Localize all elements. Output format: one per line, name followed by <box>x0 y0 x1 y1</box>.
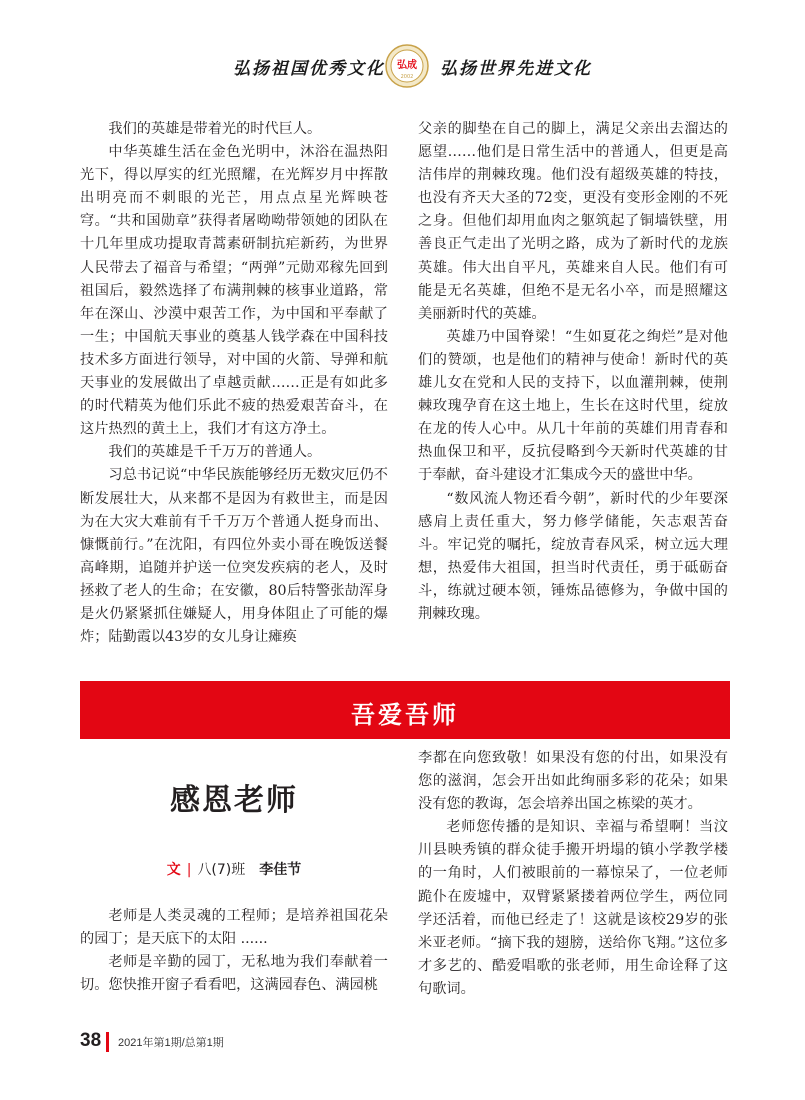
paragraph: 老师您传播的是知识、幸福与希望啊！当汶川县映秀镇的群众徒手搬开坍塌的镇小学教学楼的一角时，人们被眼前的一幕惊呆了，一位老师跪仆在废墟中，双臂紧紧搂着两位学生，两位同学还活着，而他已经走了！这就是该校29岁的张米亚老师。“摘下我的翅膀，送给你飞翔。”这位多才多艺的、酷爱唱歌的张老师，用生命诠释了这句歌词。 <box>418 819 728 997</box>
logo-year: 2002 <box>400 74 414 80</box>
page-number: 38 <box>80 1030 102 1051</box>
byline-separator: | <box>186 862 192 878</box>
byline-wen: 文 <box>166 862 181 878</box>
paragraph: “数风流人物还看今朝”，新时代的少年要深感肩上责任重大，努力修学储能，矢志艰苦奋斗。牢记党的嘱托，绽放青春风采，树立远大理想，热爱伟大祖国，担当时代责任，勇于砥砺奋斗，练就过硬本领，锤炼品德修为，争做中国的荆棘玫瑰。 <box>418 490 728 622</box>
byline <box>80 859 388 879</box>
school-logo-icon <box>385 44 429 88</box>
byline-class: 八(7)班 <box>197 862 246 878</box>
paragraph: 我们的英雄是带着光的时代巨人。 <box>108 121 322 137</box>
logo-text: 弘成 <box>397 60 417 71</box>
article-title: 感恩老师 <box>170 783 298 818</box>
page-header <box>0 44 805 88</box>
paragraph: 习总书记说“中华民族能够经历无数灾厄仍不断发展壮大，从来都不是因为有救世主，而是因为在大灾大难前有千千万万个普通人挺身而出、慷慨前行。”在沈阳，有四位外卖小哥在晚饭送餐高峰期，追随并护送一位突发疾病的老人，及时拯救了老人的生命；在安徽，80后特警张劼浑身是火仍紧紧抓住嫌疑人，用身体阻止了可能的爆炸；陆勤霞以43岁的女儿身让瘫痪 <box>80 467 388 646</box>
paragraph: 父亲的脚垫在自己的脚上，满足父亲出去溜达的愿望……他们是日常生活中的普通人，但更是高洁伟岸的荆棘玫瑰。他们没有超级英雄的特技，也没有齐天大圣的72变，更没有变形金刚的不死之身。但他们却用血肉之躯筑起了铜墙铁壁，用善良正气走出了光明之路，成为了新时代的龙族英雄。伟大出自平凡，英雄来自人民。他们有可能是无名英雄，但绝不是无名小卒，而是照耀这美丽新时代的英雄。 <box>418 121 728 322</box>
paragraph: 老师是辛勤的园丁，无私地为我们奉献着一切。您快推开窗子看看吧，这满园春色、满园桃 <box>80 954 388 994</box>
page-footer <box>80 1030 730 1060</box>
article-right-column <box>418 747 728 1001</box>
issue-info: 2021年第1期/总第1期 <box>118 1037 224 1049</box>
section-banner <box>80 681 730 739</box>
paragraph: 英雄乃中国脊梁！“生如夏花之绚烂”是对他们的赞颂，也是他们的精神与使命！新时代的英雄儿女在党和人民的支持下，以血灌荆棘，使荆棘玫瑰孕育在这土地上，生长在这时代里，绽放在龙的传人心中。从几十年前的英雄们用青春和热血保卫和平，反抗侵略到今天新时代英雄的甘于奉献，奋斗建设才汇集成今天的盛世中华。 <box>418 328 728 484</box>
paragraph: 我们的英雄是千千万万的普通人。 <box>108 444 322 461</box>
slogan-right: 弘扬世界先进文化 <box>440 59 592 79</box>
upper-left-column <box>80 118 388 649</box>
paragraph: 中华英雄生活在金色光明中，沐浴在温热阳光下，得以厚实的红光照耀，在光辉岁月中挥散出明亮而不刺眼的光芒，用点点星光辉映苍穹。“共和国勋章”获得者屠呦呦带领她的团队在十几年里成功提取青蒿素研制抗疟新药，为世界人民带去了福音与希望；“两弹”元勋邓稼先回到祖国后，毅然选择了布满荆棘的核事业道路，常年在深山、沙漠中艰苦工作，为中国和平奉献了一生；中国航天事业的奠基人钱学森在中国科技技术多方面进行领导，对中国的火箭、导弹和航天事业的发展做出了卓越贡献……正是有如此多的时代精英为他们乐此不疲的热爱艰苦奋斗，在这片热烈的黄土上，我们才有这方净土。 <box>80 144 388 438</box>
footer-divider <box>106 1032 109 1052</box>
upper-right-column <box>418 118 728 626</box>
paragraph: 老师是人类灵魂的工程师；是培养祖国花朵的园丁；是天底下的太阳 ...... <box>80 908 388 948</box>
paragraph: 李都在向您致敬！如果没有您的付出，如果没有您的滋润，怎会开出如此绚丽多彩的花朵；如果没有您的教诲，怎会培养出国之栋梁的英才。 <box>418 750 728 813</box>
article-left-column <box>80 905 388 997</box>
section-title: 吾爱吾师 <box>351 701 459 729</box>
slogan-left: 弘扬祖国优秀文化 <box>233 59 385 79</box>
byline-author: 李佳节 <box>259 862 302 878</box>
